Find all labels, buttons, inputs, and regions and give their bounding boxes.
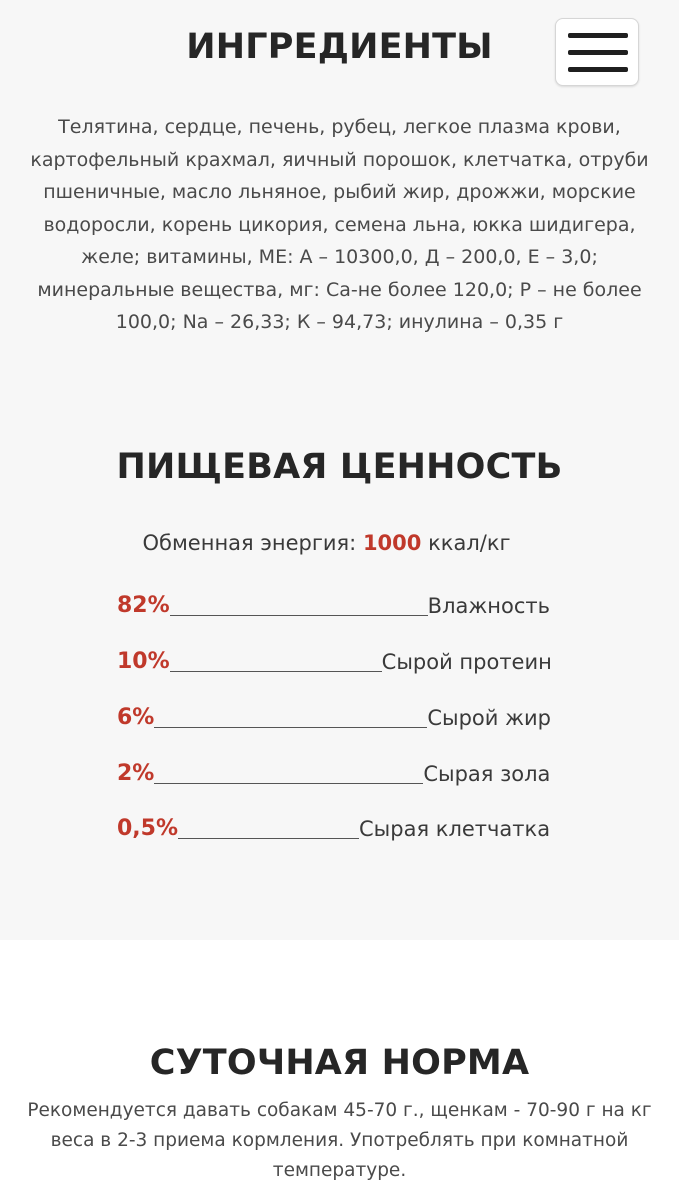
nutrient-row-ash: [117, 757, 550, 787]
nutrient-row-fat: [117, 701, 551, 731]
nutrient-name: Влажность: [427, 594, 551, 618]
nutrient-leader-line: [170, 671, 382, 672]
nutrient-row-protein: [117, 645, 552, 675]
nutrient-leader-line: [154, 727, 427, 728]
nutrient-name: Сырая клетчатка: [359, 817, 551, 841]
nutrient-percent: 10%: [117, 649, 170, 674]
energy-label: Обменная энергия:: [142, 531, 357, 555]
nutrient-row-fiber: [117, 812, 550, 842]
hamburger-menu-icon: [568, 33, 628, 73]
nutrient-percent: 6%: [117, 705, 155, 730]
nutrient-leader-line: [154, 783, 423, 784]
ingredients-text: Телятина, сердце, печень, рубец, легкое плазма крови, картофельный крахмал, яичный порошок, клетчатка, отруби пшеничные, масло льняное, рыбий жир, дрожжи, морские водоросли, корень цикория, семена льна, юкка шидигера, желе; витамины, МЕ: А – 10300,0, Д – 200,0, Е – 3,0; минеральные вещества, мг: Са-не более 120,0; Р – не более 100,0; Na – 26,33; К – 94,73; инулина – 0,35 г: [30, 116, 649, 333]
nutrient-leader-line: [178, 838, 359, 839]
nutrient-name: Сырой жир: [427, 706, 552, 730]
nutrient-name: Сырая зола: [423, 762, 551, 786]
nutrition-title: ПИЩЕВАЯ ЦЕННОСТЬ: [116, 447, 563, 487]
nutrient-name: Сырой протеин: [381, 650, 552, 674]
energy-line: [0, 531, 653, 555]
nutrient-percent: 0,5%: [117, 816, 179, 841]
menu-button[interactable]: [555, 18, 639, 86]
energy-value: 1000: [362, 531, 422, 555]
nutrient-leader-line: [170, 615, 428, 616]
nutrient-percent: 82%: [117, 593, 170, 618]
daily-norm-title: СУТОЧНАЯ НОРМА: [149, 1043, 530, 1083]
energy-unit: ккал/кг: [428, 531, 511, 555]
ingredients-title: ИНГРЕДИЕНТЫ: [186, 27, 493, 67]
nutrient-percent: 2%: [117, 761, 155, 786]
nutrient-row-moisture: [117, 589, 550, 619]
daily-norm-text: Рекомендуется давать собакам 45-70 г., щенкам - 70-90 г на кг веса в 2-3 приема кормления. Употреблять при комнатной температуре.: [27, 1100, 652, 1181]
